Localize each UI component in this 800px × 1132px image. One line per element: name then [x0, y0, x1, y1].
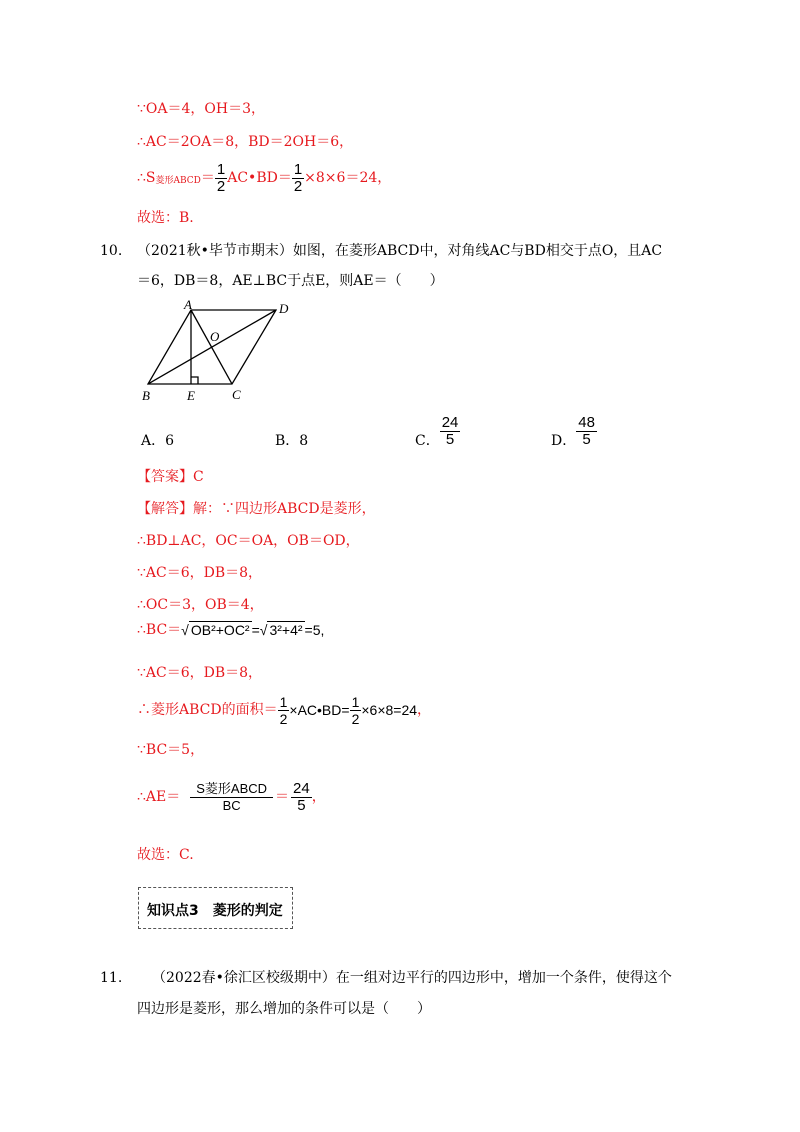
area-symbol: ∴S	[137, 170, 156, 186]
label-a: A	[184, 298, 192, 312]
analysis-step-8	[137, 774, 326, 820]
question-11-number: 11.	[100, 970, 123, 986]
analysis-step-1: ∴BD⊥AC，OC＝OA，OB＝OD，	[137, 533, 360, 549]
answer-label: 【答案】C	[137, 469, 204, 485]
analysis-step-4	[137, 614, 324, 646]
solution-choose-c: 故选：C.	[137, 847, 194, 863]
option-c-label: C．	[415, 433, 440, 449]
analysis-step-6-mid: ×AC•BD=	[289, 702, 350, 718]
analysis-step-8-comma: ，	[311, 789, 326, 805]
analysis-step-2: ∵AC＝6，DB＝8，	[137, 565, 263, 581]
question-10-line-2: ＝6，DB＝8，AE⊥BC于点E，则AE＝（ ）	[137, 273, 444, 289]
option-d	[551, 415, 597, 453]
label-b: B	[142, 388, 150, 403]
solution-choose-b: 故选：B.	[137, 210, 194, 226]
analysis-step-6	[137, 690, 431, 730]
label-c: C	[232, 387, 241, 402]
ae-fraction: $\frac{\text{S菱形ABCD}}{BC}$	[190, 781, 273, 814]
analysis-step-4-tail: =5,	[304, 622, 325, 638]
analysis-step-6-comma: ，	[417, 702, 432, 718]
knowledge-point-box	[138, 887, 293, 929]
ae-result-fraction: $\frac{24}{5}$	[293, 779, 310, 814]
option-a: A．6	[141, 433, 175, 449]
area-half-fraction-2: $\frac{1}{2}$	[351, 693, 360, 727]
option-d-label: D．	[551, 433, 577, 449]
option-d-fraction: $\frac{48}{5}$	[578, 414, 595, 448]
solution-line-1: ∵OA＝4，OH＝3，	[137, 101, 265, 117]
question-10-line-1: （2021秋•毕节市期末）如图，在菱形ABCD中，对角线AC与BD相交于点O，且AC	[137, 243, 663, 259]
solution-line-3-tail: ×8×6＝24，	[304, 170, 392, 186]
analysis-step-5: ∵AC＝6，DB＝8，	[137, 665, 263, 681]
fraction-one-half: $\frac{1}{2}$	[216, 160, 226, 195]
analysis-step-4-eq: =	[251, 622, 260, 638]
solution-line-3-mid: AC•BD＝	[227, 170, 292, 186]
solution-line-3	[137, 158, 391, 198]
area-subscript: 菱形ABCD	[155, 176, 201, 186]
analysis-step-6-prefix: ∴菱形ABCD的面积＝	[137, 702, 278, 718]
right-angle-mark	[191, 377, 198, 384]
analysis-step-8-prefix: ∴AE＝	[137, 789, 181, 805]
analysis-step-4-prefix: ∴BC＝	[137, 622, 182, 638]
analysis-intro: 【解答】解：∵四边形ABCD是菱形，	[137, 501, 376, 517]
sqrt-3-4: √ 3²+4²	[259, 622, 303, 638]
analysis-step-7: ∵BC＝5，	[137, 742, 205, 758]
solution-line-2: ∴AC＝2OA＝8，BD＝2OH＝6，	[137, 134, 354, 150]
label-d: D	[279, 301, 289, 316]
analysis-step-8-eq: ＝	[275, 789, 290, 805]
option-c-fraction: $\frac{24}{5}$	[441, 414, 459, 448]
diagonal-bd	[148, 310, 276, 384]
label-e: E	[187, 388, 195, 403]
fraction-one-half-2: $\frac{1}{2}$	[293, 160, 303, 195]
option-c	[415, 415, 460, 453]
question-10-number: 10.	[100, 243, 123, 259]
analysis-step-3: ∴OC＝3，OB＝4，	[137, 597, 264, 613]
analysis-step-6-tail: ×6×8=24	[361, 702, 418, 718]
area-half-fraction-1: $\frac{1}{2}$	[279, 693, 288, 727]
question-11-line-1: （2022春•徐汇区校级期中）在一组对边平行的四边形中，增加一个条件，使得这个	[152, 970, 672, 986]
equals-sign: ＝	[200, 170, 215, 186]
sqrt-ob-oc: √ OB²+OC²	[181, 622, 250, 638]
knowledge-point-title: 知识点3 菱形的判定	[147, 903, 283, 919]
option-b: B．8	[275, 433, 309, 449]
rhombus-figure	[140, 298, 300, 406]
label-o: O	[210, 329, 220, 344]
question-11-line-2: 四边形是菱形，那么增加的条件可以是（ ）	[137, 1001, 431, 1017]
